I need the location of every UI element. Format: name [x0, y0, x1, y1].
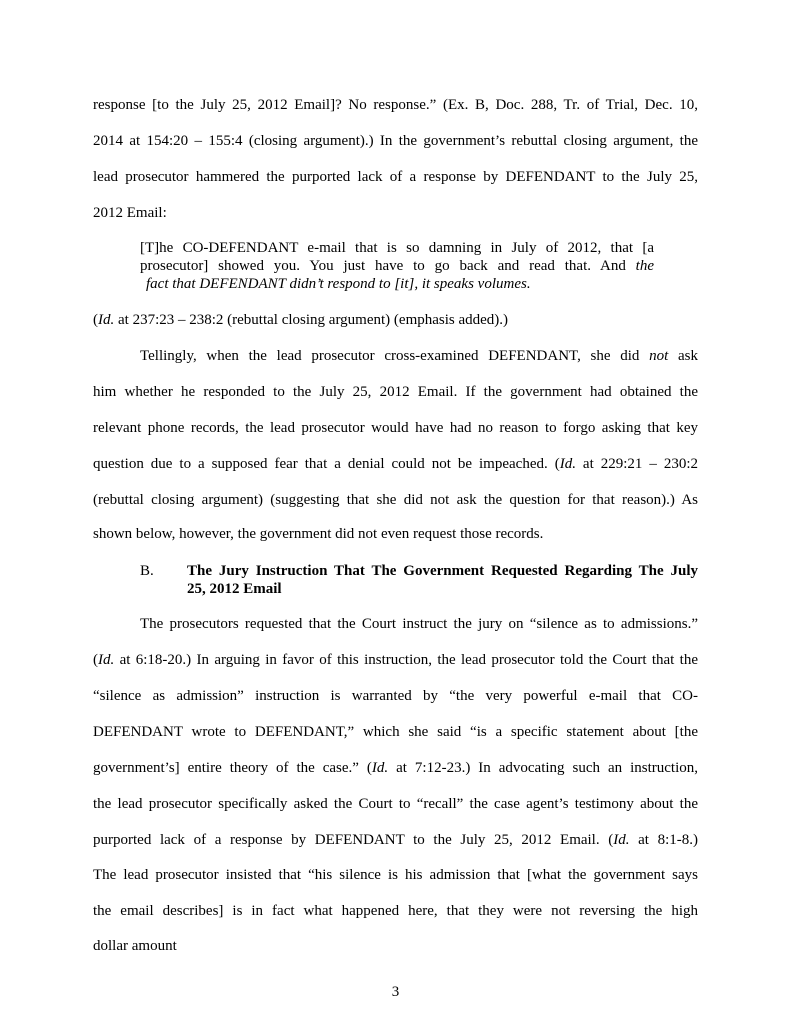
block-quote-line: [T]he CO-DEFENDANT e-mail that is so damning in July of 2012, that [a: [140, 240, 654, 256]
text-run: at 7:12-23.) In advocating such an instruction,: [388, 760, 698, 776]
citation-id: Id.: [371, 760, 389, 776]
citation-id: Id.: [98, 312, 115, 328]
text-run: ask: [668, 348, 698, 364]
quote-emphasis: fact that DEFENDANT didn’t respond to [it], it speaks volumes.: [146, 276, 531, 292]
body-text-line: [93, 651, 698, 669]
citation-line: [93, 311, 698, 329]
body-text-line: relevant phone records, the lead prosecutor would have had no reason to forgo asking that key: [93, 420, 698, 436]
body-text-line: him whether he responded to the July 25, 2012 Email. If the government had obtained the: [93, 384, 698, 400]
emphasis-text: not: [649, 348, 669, 364]
body-text-line: shown below, however, the government did not even request those records.: [93, 526, 544, 542]
quote-text: prosecutor] showed you. You just have to go back and read that. And: [140, 258, 636, 274]
text-run: (: [93, 652, 98, 668]
quote-emphasis: the: [635, 258, 654, 274]
section-letter: B.: [140, 563, 154, 579]
text-run: government’s] entire theory of the case.” (: [93, 760, 372, 776]
section-heading-line: The Jury Instruction That The Government Requested Regarding The July: [187, 563, 698, 579]
body-text-line: [93, 455, 698, 473]
citation-id: Id.: [559, 456, 576, 472]
body-text-line: dollar amount: [93, 938, 177, 954]
block-quote-line: [140, 257, 654, 275]
body-text-line: [140, 347, 698, 365]
body-text-line: 2014 at 154:20 – 155:4 (closing argument).) In the government’s rebuttal closing argument, the: [93, 133, 698, 149]
body-text-line: response [to the July 25, 2012 Email]? No response.” (Ex. B, Doc. 288, Tr. of Trial, Dec. 10,: [93, 97, 698, 113]
block-quote-line: [146, 275, 660, 293]
body-text-line: 2012 Email:: [93, 205, 167, 221]
body-text-line: The lead prosecutor insisted that “his silence is his admission that [what the government says: [93, 867, 698, 883]
text-run: at 6:18-20.) In arguing in favor of this instruction, the lead prosecutor told the Court that the: [114, 652, 698, 668]
citation-id: Id.: [613, 832, 630, 848]
citation-id: Id.: [98, 652, 115, 668]
text-run: question due to a supposed fear that a denial could not be impeached. (: [93, 456, 560, 472]
text-run: at 229:21 – 230:2: [575, 456, 698, 472]
body-text-line: The prosecutors requested that the Court instruct the jury on “silence as to admissions.”: [140, 616, 698, 632]
body-text-line: the lead prosecutor specifically asked the Court to “recall” the case agent’s testimony about the: [93, 796, 698, 812]
section-heading-line: 25, 2012 Email: [187, 581, 282, 597]
body-text-line: DEFENDANT wrote to DEFENDANT,” which she said “is a specific statement about [the: [93, 724, 698, 740]
text-run: Tellingly, when the lead prosecutor cross-examined DEFENDANT, she did: [140, 348, 650, 364]
body-text-line: “silence as admission” instruction is warranted by “the very powerful e-mail that CO-: [93, 688, 698, 704]
page-number: 3: [391, 984, 400, 1000]
body-text-line: [93, 759, 698, 777]
text-run: at 8:1-8.): [629, 832, 698, 848]
body-text-line: (rebuttal closing argument) (suggesting that she did not ask the question for that reason).) As: [93, 492, 698, 508]
body-text-line: lead prosecutor hammered the purported lack of a response by DEFENDANT to the July 25,: [93, 169, 698, 185]
citation-text: at 237:23 – 238:2 (rebuttal closing argument) (emphasis added).): [114, 312, 509, 328]
citation-text: (: [93, 312, 98, 328]
text-run: purported lack of a response by DEFENDANT to the July 25, 2012 Email. (: [93, 832, 614, 848]
body-text-line: the email describes] is in fact what happened here, that they were not reversing the high: [93, 903, 698, 919]
body-text-line: [93, 831, 698, 849]
